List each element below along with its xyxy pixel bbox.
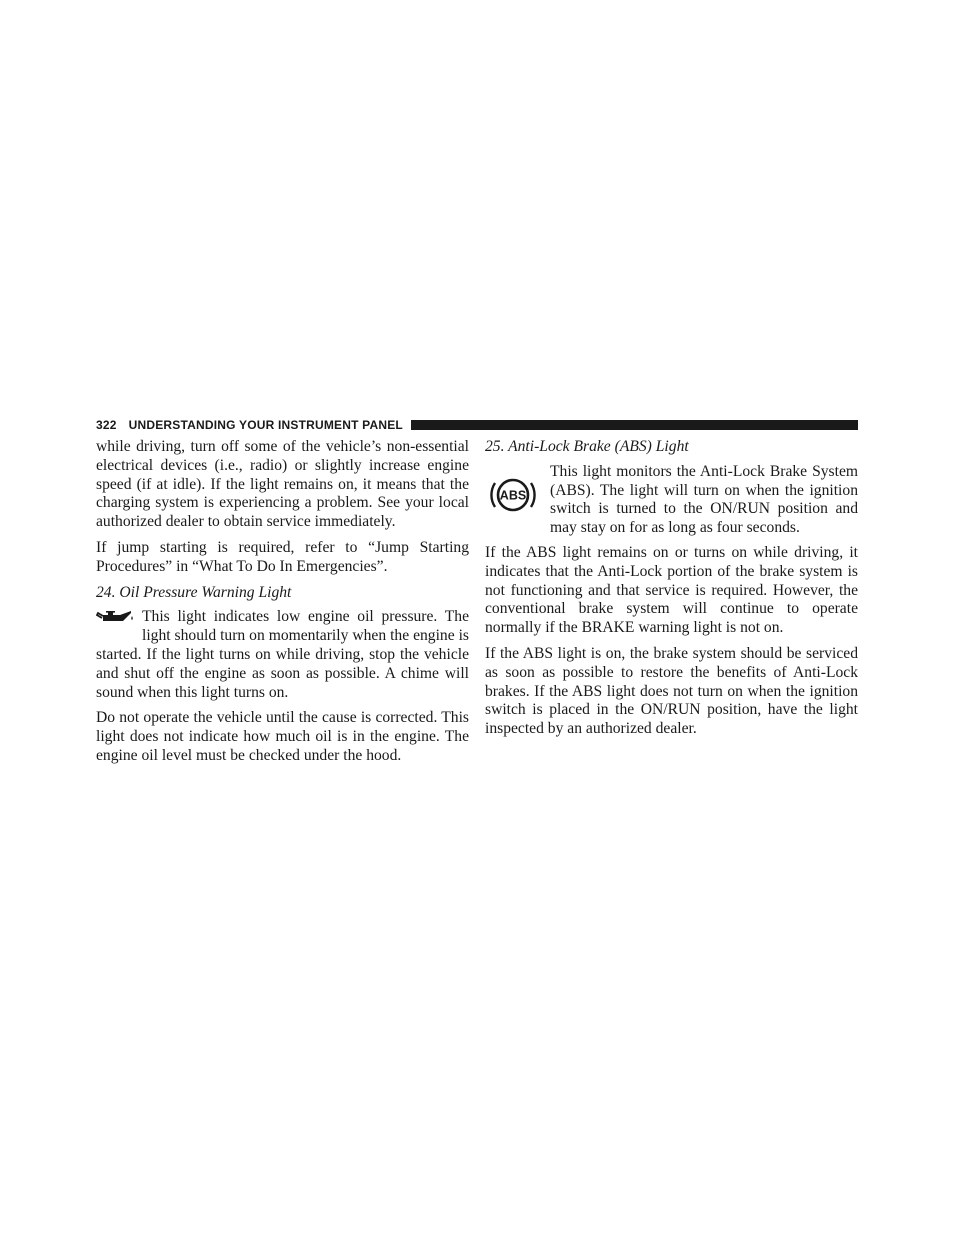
right-column — [485, 438, 858, 746]
heading-oil-pressure: 24. Oil Pressure Warning Light — [96, 583, 292, 601]
paragraph-charging-continued: while driving, turn off some of the vehicle’s non-essential electrical devices (i.e., radio) or slightly increase engine speed (if at idle). If the light remains on, it means that the charging system is experiencing a problem. See your local authorized dealer to obtain service immediately. — [96, 438, 469, 531]
paragraph-oil-pressure: This light indicates low engine oil pressure. The light should turn on momentarily when the engine is started. If the light turns on while driving, stop the vehicle and shut off the engine as soon as possible. A chime will sound when this light turns on. — [96, 608, 469, 701]
paragraph-abs-remains-on: If the ABS light remains on or turns on while driving, it indicates that the Anti-Lock portion of the brake system is not functioning and that service is required. However, the conventional brake system will continue to operate normally if the BRAKE warning light is not on. — [485, 543, 858, 637]
paragraph-abs-service: If the ABS light is on, the brake system should be serviced as soon as possible to restore the benefits of Anti-Lock brakes. If the ABS light does not turn on when the ignition switch is placed in the ON/RUN position, have the light inspected by an authorized dealer. — [485, 644, 858, 738]
abs-intro-block — [485, 463, 858, 538]
oil-can-icon — [96, 608, 134, 628]
section-title: UNDERSTANDING YOUR INSTRUMENT PANEL — [128, 418, 403, 432]
oil-pressure-block — [96, 608, 469, 702]
page-header — [96, 417, 858, 433]
abs-warning-icon — [485, 467, 541, 523]
page-number: 322 — [96, 418, 117, 432]
header-rule — [411, 420, 858, 430]
paragraph-abs-monitor: This light monitors the Anti-Lock Brake System (ABS). The light will turn on when the ignition switch is turned to the ON/RUN position and may stay on for as long as four seconds. — [550, 462, 858, 537]
left-column — [96, 438, 469, 773]
paragraph-oil-caution: Do not operate the vehicle until the cause is corrected. This light does not indicate how much oil is in the engine. The engine oil level must be checked under the hood. — [96, 709, 469, 764]
heading-abs-light: 25. Anti-Lock Brake (ABS) Light — [485, 438, 689, 455]
abs-icon-label: ABS — [499, 488, 527, 503]
paragraph-jump-starting: If jump starting is required, refer to “Jump Starting Procedures” in “What To Do In Emergencies”. — [96, 538, 469, 575]
